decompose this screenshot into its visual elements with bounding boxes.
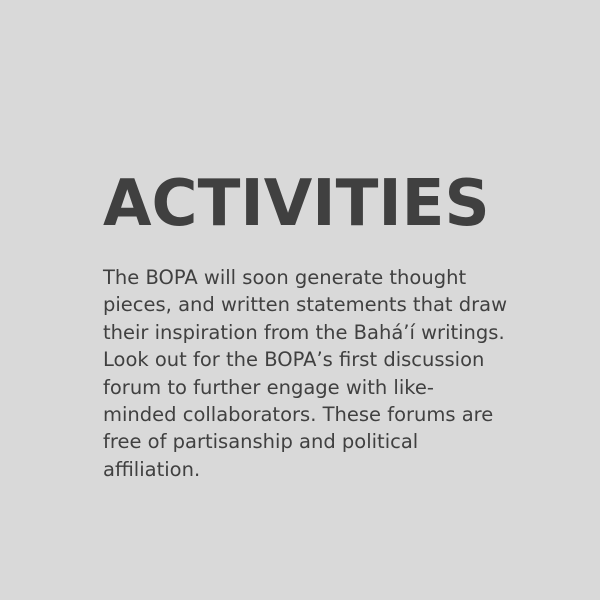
- description-line: minded collaborators. These forums are: [103, 403, 494, 427]
- description-line: their inspiration from the Bahá’í writings.: [103, 320, 505, 344]
- description-line: Look out for the BOPA’s first discussion: [103, 348, 485, 372]
- description-line: free of partisanship and political: [103, 430, 419, 454]
- activities-description: [103, 264, 543, 483]
- description-line: forum to further engage with like-: [103, 375, 434, 399]
- description-line: pieces, and written statements that draw: [103, 293, 508, 317]
- description-line: affiliation.: [103, 457, 201, 481]
- page-title: ACTIVITIES: [103, 167, 490, 241]
- description-line: The BOPA will soon generate thought: [103, 266, 467, 289]
